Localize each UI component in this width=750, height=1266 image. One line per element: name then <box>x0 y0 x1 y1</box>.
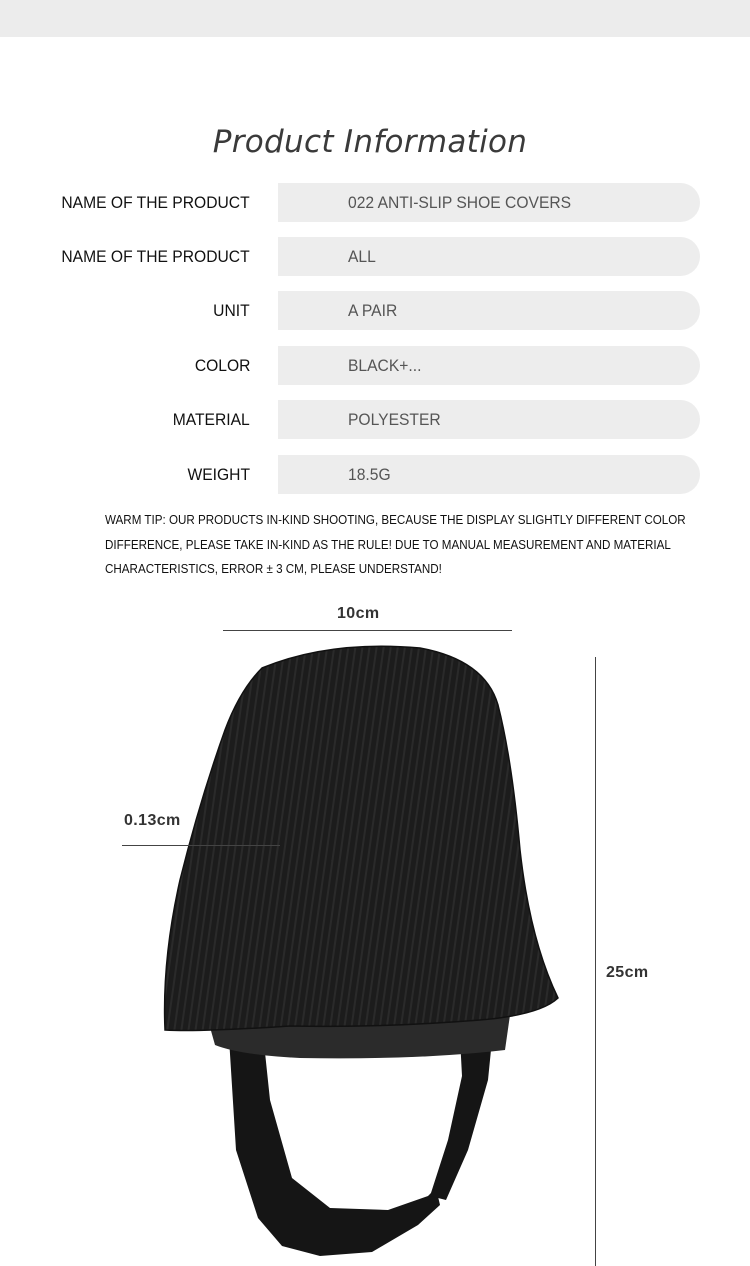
spec-value: BLACK+... <box>348 356 422 375</box>
spec-label: COLOR <box>194 356 250 375</box>
spec-value: A PAIR <box>348 301 398 320</box>
warm-tip-line: CHARACTERISTICS, ERROR ± 3 CM, PLEASE UNDERSTAND! <box>105 562 442 576</box>
thickness-dimension-line <box>122 845 280 846</box>
warm-tip-line: DIFFERENCE, PLEASE TAKE IN-KIND AS THE RULE! DUE TO MANUAL MEASUREMENT AND MATERIAL <box>105 537 671 552</box>
length-dimension-line <box>595 657 596 1266</box>
spec-label: NAME OF THE PRODUCT <box>61 247 250 266</box>
length-dimension-label: 25cm <box>606 964 649 981</box>
spec-label: MATERIAL <box>172 410 250 429</box>
spec-value: ALL <box>348 247 376 266</box>
width-dimension-line <box>223 630 512 631</box>
spec-label: UNIT <box>213 301 250 320</box>
width-dimension-label: 10cm <box>337 605 380 622</box>
page-title: Product Information <box>212 124 528 160</box>
spec-value: POLYESTER <box>348 410 441 429</box>
warm-tip-line: WARM TIP: OUR PRODUCTS IN-KIND SHOOTING, BECAUSE THE DISPLAY SLIGHTLY DIFFERENT COLOR <box>105 513 686 527</box>
spec-value: 18.5G <box>348 465 391 484</box>
spec-label: NAME OF THE PRODUCT <box>61 193 250 212</box>
shoe-cover-body <box>165 646 558 1030</box>
spec-label: WEIGHT <box>187 465 250 484</box>
thickness-dimension-label: 0.13cm <box>124 812 181 829</box>
spec-value: 022 ANTI-SLIP SHOE COVERS <box>348 193 572 212</box>
